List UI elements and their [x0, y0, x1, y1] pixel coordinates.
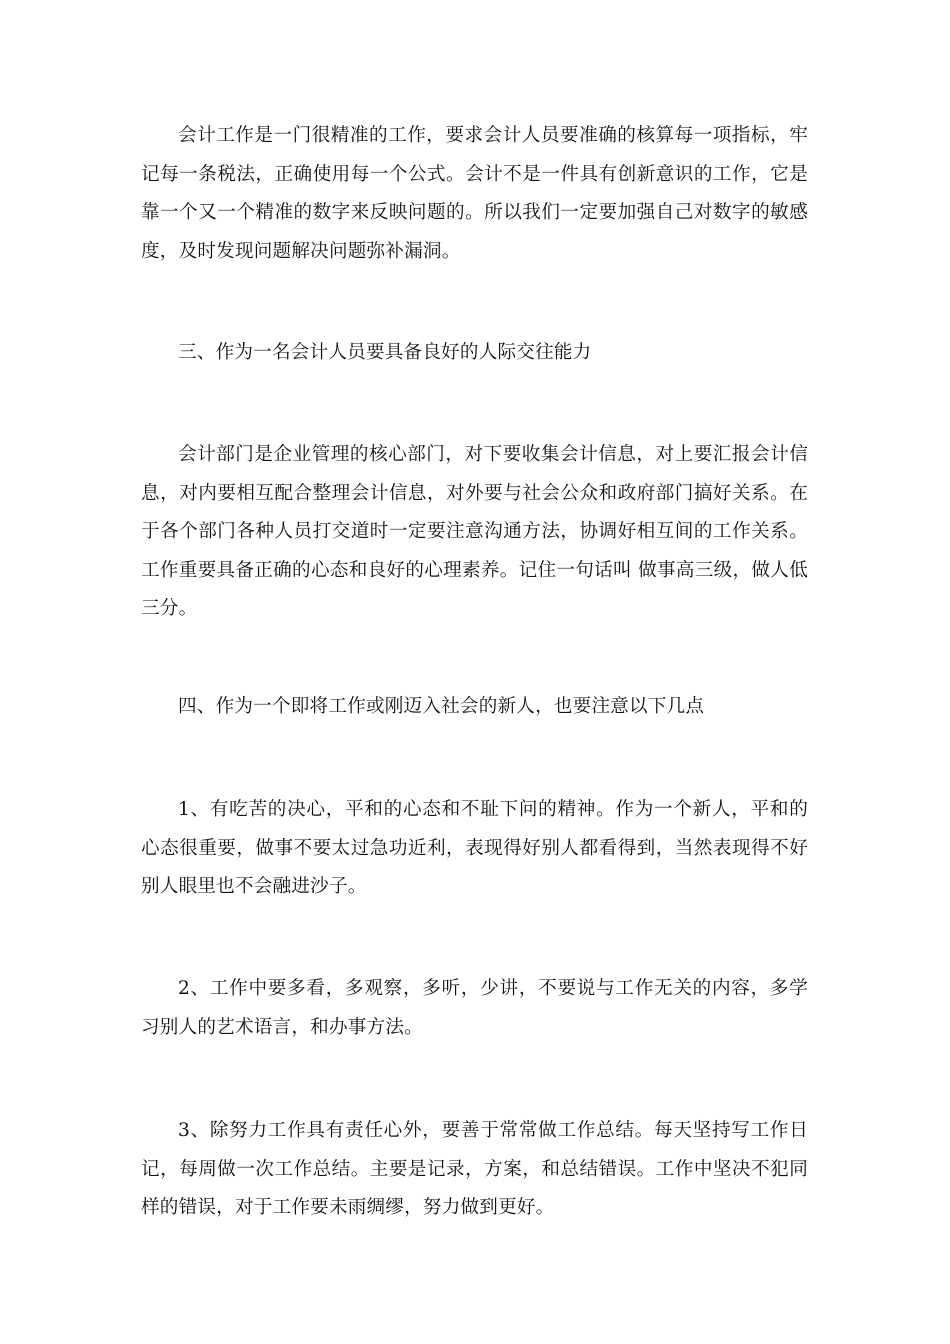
section-heading-three: 三、作为一名会计人员要具备良好的人际交往能力: [178, 342, 592, 363]
list-item-three: 3、除努力工作具有责任心外，要善于常常做工作总结。每天坚持写工作日记，每周做一次工作总结。主要是记录，方案，和总结错误。工作中坚决不犯同样的错误，对于工作要未雨绸缪，努力做到更好。: [141, 1120, 808, 1218]
paragraph-interpersonal: 会计部门是企业管理的核心部门，对下要收集会计信息，对上要汇报会计信息，对内要相互配合整理会计信息，对外要与社会公众和政府部门搞好关系。在于各个部门各种人员打交道时一定要注意沟通方法，协调好相互间的工作关系。工作重要具备正确的心态和良好的心理素养。记住一句话叫 做事高三级，做人低三分。: [141, 444, 808, 619]
list-item-two: 2、工作中要多看，多观察，多听，少讲，不要说与工作无关的内容，多学习别人的艺术语言，和办事方法。: [141, 978, 808, 1038]
list-item-one: 1、有吃苦的决心，平和的心态和不耻下问的精神。作为一个新人，平和的心态很重要，做事不要太过急功近利，表现得好别人都看得到，当然表现得不好别人眼里也不会融进沙子。: [141, 799, 808, 897]
paragraph-accuracy: 会计工作是一门很精准的工作，要求会计人员要准确的核算每一项指标，牢记每一条税法，正确使用每一个公式。会计不是一件具有创新意识的工作，它是靠一个又一个精准的数字来反映问题的。所以我们一定要加强自己对数字的敏感度，及时发现问题解决问题弥补漏洞。: [141, 125, 808, 262]
section-heading-four: 四、作为一个即将工作或刚迈入社会的新人，也要注意以下几点: [178, 696, 705, 717]
